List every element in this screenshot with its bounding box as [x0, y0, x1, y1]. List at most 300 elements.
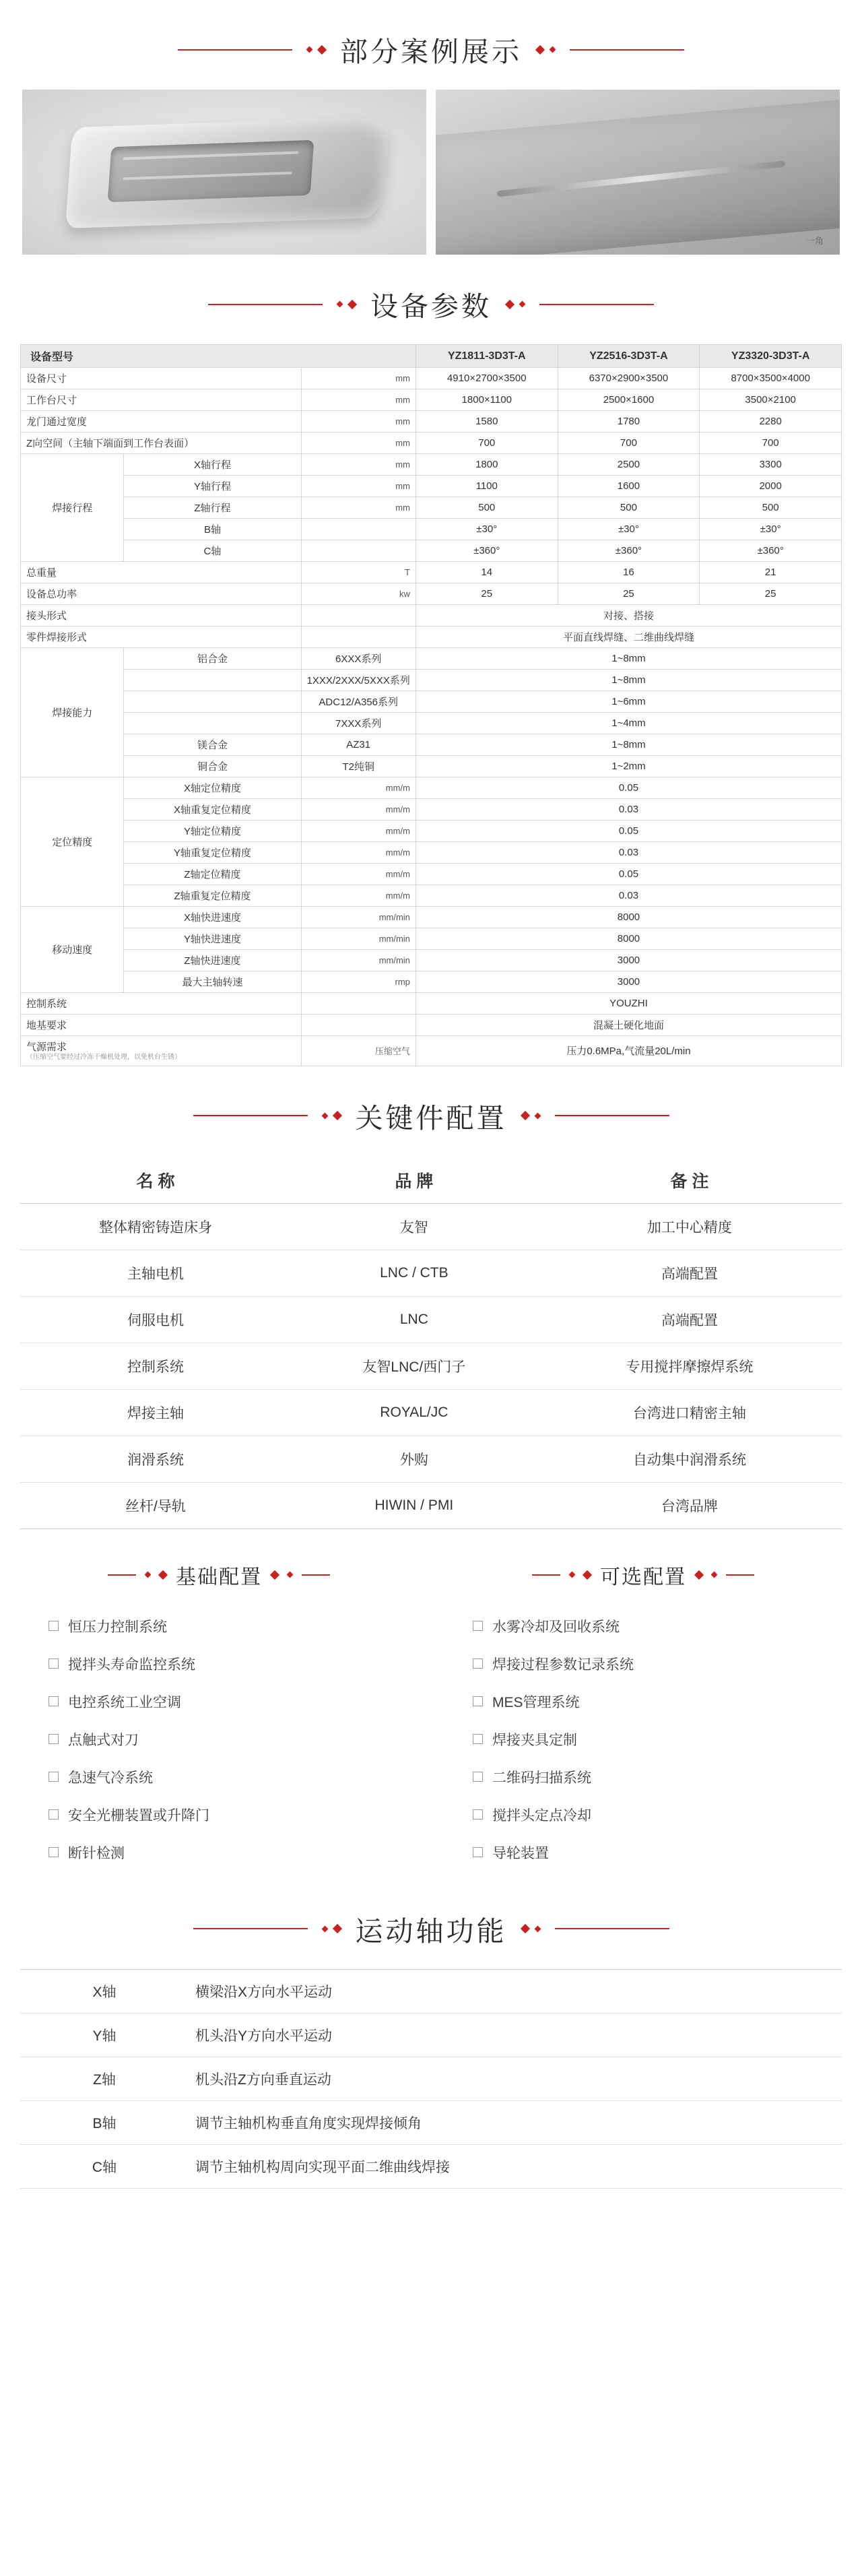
list-item[interactable]: [473, 1720, 842, 1758]
row-unit: rmp: [301, 971, 416, 993]
optional-config-list: [444, 1607, 842, 1871]
cell-name: 伺服电机: [20, 1296, 291, 1343]
cell-axis-desc: 机头沿Y方向水平运动: [189, 2013, 842, 2057]
diamond-group-left: [323, 1925, 341, 1932]
divider-left: [208, 304, 323, 305]
diamond-icon: [158, 1570, 168, 1579]
divider-right: [539, 304, 654, 305]
item-label: 安全光栅装置或升降门: [68, 1807, 209, 1824]
row-unit: [301, 519, 416, 540]
table-row: [21, 432, 842, 454]
item-label: 搅拌头寿命监控系统: [68, 1656, 195, 1673]
table-row: [20, 1436, 842, 1482]
table-row: [21, 993, 842, 1015]
table-row: [20, 1250, 842, 1296]
row-value-span: 1~4mm: [416, 713, 841, 734]
header-model-label: 设备型号: [21, 345, 416, 368]
item-label: 急速气冷系统: [68, 1770, 153, 1786]
cell-brand: 友智LNC/西门子: [291, 1343, 537, 1389]
divider-left: [178, 49, 292, 51]
axis-function-table: [20, 1969, 842, 2189]
row-label: Z轴行程: [124, 497, 301, 519]
row-value: 2280: [700, 411, 842, 432]
row-group-label: 焊接行程: [21, 454, 124, 562]
table-row: [20, 1343, 842, 1389]
checkbox-icon[interactable]: [473, 1847, 483, 1857]
row-value: 1800: [416, 454, 558, 476]
header-model-3: YZ3320-3D3T-A: [700, 345, 842, 368]
cell-name: 焊接主轴: [20, 1389, 291, 1436]
table-row: [21, 562, 842, 583]
row-unit: mm/m: [301, 777, 416, 799]
list-item[interactable]: [473, 1758, 842, 1796]
row-value: ±30°: [700, 519, 842, 540]
plate-shape: [436, 95, 840, 255]
diamond-group-right: [522, 1925, 540, 1932]
cell-brand: LNC: [291, 1296, 537, 1343]
row-value: 2500×1600: [558, 389, 700, 411]
item-label: 焊接夹具定制: [492, 1732, 577, 1748]
cell-name: 整体精密铸造床身: [20, 1203, 291, 1250]
list-item[interactable]: [473, 1834, 842, 1871]
row-label: B轴: [124, 519, 301, 540]
list-item[interactable]: [48, 1607, 418, 1645]
row-unit: mm/min: [301, 928, 416, 950]
table-row: [20, 1296, 842, 1343]
table-row: [21, 626, 842, 648]
parameter-table-wrapper: [0, 344, 862, 1066]
list-item[interactable]: [48, 1834, 418, 1871]
row-label: Z轴定位精度: [124, 864, 301, 885]
row-value-span: 1~6mm: [416, 691, 841, 713]
row-unit: kw: [301, 583, 416, 605]
section-title-key-parts: 关键件配置: [355, 1102, 507, 1134]
cell-name: 控制系统: [20, 1343, 291, 1389]
row-label: T2纯铜: [301, 756, 416, 777]
diamond-group-right: [537, 46, 555, 53]
item-label: 电控系统工业空调: [68, 1694, 181, 1710]
table-row: [21, 368, 842, 389]
axis-table-wrapper: [0, 1969, 862, 2189]
row-value-span: 8000: [416, 907, 841, 928]
table-row: [20, 2057, 842, 2100]
list-item[interactable]: [48, 1645, 418, 1683]
row-value: 25: [416, 583, 558, 605]
item-label: 水雾冷却及回收系统: [492, 1619, 620, 1635]
item-label: 二维码扫描系统: [492, 1770, 591, 1786]
checkbox-icon[interactable]: [48, 1621, 59, 1631]
diamond-icon: [550, 46, 556, 53]
table-row: [20, 1482, 842, 1528]
diamond-icon: [321, 1112, 328, 1119]
cell-brand: HIWIN / PMI: [291, 1482, 537, 1528]
row-value: 8700×3500×4000: [700, 368, 842, 389]
row-unit: mm/m: [301, 820, 416, 842]
row-value: 700: [416, 432, 558, 454]
divider-right: [570, 49, 684, 51]
row-label: 1XXX/2XXX/5XXX系列: [301, 670, 416, 691]
row-value: 25: [700, 583, 842, 605]
row-label: Z轴快进速度: [124, 950, 301, 971]
divider-right: [302, 1574, 330, 1576]
row-unit: mm/min: [301, 907, 416, 928]
row-subgroup-label: 铜合金: [124, 756, 301, 777]
section-title-optional-config: 可选配置: [600, 1566, 686, 1588]
header-model-1: YZ1811-3D3T-A: [416, 345, 558, 368]
divider-right: [555, 1115, 669, 1116]
row-label: 总重量: [21, 562, 302, 583]
table-row: [21, 971, 842, 993]
diamond-icon: [534, 1925, 541, 1932]
row-value-span: 1~8mm: [416, 734, 841, 756]
row-unit: mm/m: [301, 799, 416, 820]
divider-left: [193, 1928, 308, 1929]
section-header-cases: [0, 30, 862, 69]
checkbox-icon[interactable]: [473, 1621, 483, 1631]
divider-left: [193, 1115, 308, 1116]
table-row: [21, 928, 842, 950]
row-value-span: 0.03: [416, 799, 841, 820]
row-label: 地基要求: [21, 1015, 302, 1036]
item-label: 点触式对刀: [68, 1732, 139, 1748]
cell-axis-desc: 机头沿Z方向垂直运动: [189, 2057, 842, 2100]
diamond-icon: [306, 46, 313, 53]
table-row: [21, 1015, 842, 1036]
row-label: 控制系统: [21, 993, 302, 1015]
row-value: ±30°: [416, 519, 558, 540]
header-name: 名 称: [20, 1156, 291, 1204]
photo-caption: 一角: [805, 236, 824, 246]
row-label-with-note: [21, 1036, 302, 1066]
cell-remark: 台湾品牌: [537, 1482, 842, 1528]
diamond-icon: [317, 44, 327, 54]
diamond-icon: [534, 1112, 541, 1119]
row-label: X轴快进速度: [124, 907, 301, 928]
divider-left: [532, 1574, 560, 1576]
row-value: 16: [558, 562, 700, 583]
table-row: [21, 864, 842, 885]
table-row: [21, 777, 842, 799]
optional-config-column: [444, 1560, 842, 1871]
row-value: 500: [416, 497, 558, 519]
table-row: [21, 885, 842, 907]
diamond-icon: [332, 1111, 341, 1120]
row-value: 1580: [416, 411, 558, 432]
config-columns: [0, 1560, 862, 1871]
row-subgroup-blank: [124, 691, 301, 713]
diamond-icon: [711, 1572, 718, 1578]
key-parts-table-wrapper: [0, 1156, 862, 1529]
row-value: ±360°: [700, 540, 842, 562]
table-header-row: [20, 1156, 842, 1204]
row-label: Y轴快进速度: [124, 928, 301, 950]
checkbox-icon[interactable]: [48, 1847, 59, 1857]
section-header-key-parts: [0, 1096, 862, 1136]
row-label: 设备总功率: [21, 583, 302, 605]
diamond-icon: [520, 1111, 529, 1120]
cell-axis-name: Y轴: [20, 2013, 189, 2057]
row-unit: mm: [301, 454, 416, 476]
row-subgroup-blank: [124, 713, 301, 734]
item-label: 搅拌头定点冷却: [492, 1807, 591, 1824]
cell-remark: 专用搅拌摩擦焊系统: [537, 1343, 842, 1389]
table-row: [20, 2100, 842, 2144]
table-row: [20, 2013, 842, 2057]
diamond-icon: [694, 1570, 704, 1579]
row-label: AZ31: [301, 734, 416, 756]
divider-left: [108, 1574, 136, 1576]
checkbox-icon[interactable]: [473, 1772, 483, 1782]
row-value: 500: [558, 497, 700, 519]
row-label: ADC12/A356系列: [301, 691, 416, 713]
table-row: [21, 497, 842, 519]
row-value: 2500: [558, 454, 700, 476]
section-header-optional-config: [444, 1560, 842, 1590]
row-value: 700: [558, 432, 700, 454]
checkbox-icon[interactable]: [473, 1696, 483, 1706]
cell-brand: 外购: [291, 1436, 537, 1482]
list-item[interactable]: [48, 1720, 418, 1758]
row-group-label: 移动速度: [21, 907, 124, 993]
row-value: 3500×2100: [700, 389, 842, 411]
row-label: X轴定位精度: [124, 777, 301, 799]
row-value-span: 0.05: [416, 777, 841, 799]
row-value-span: 1~8mm: [416, 670, 841, 691]
diamond-group-left: [307, 46, 325, 53]
checkbox-icon[interactable]: [473, 1734, 483, 1744]
cell-remark: 台湾进口精密主轴: [537, 1389, 842, 1436]
cell-axis-name: B轴: [20, 2100, 189, 2144]
table-row: [21, 389, 842, 411]
product-spec-page: [0, 30, 862, 2229]
list-item[interactable]: [473, 1607, 842, 1645]
cell-axis-name: X轴: [20, 1969, 189, 2013]
row-label: Y轴定位精度: [124, 820, 301, 842]
row-value-span: 0.03: [416, 842, 841, 864]
list-item[interactable]: [473, 1645, 842, 1683]
section-title-axis: 运动轴功能: [355, 1915, 507, 1947]
table-header-row: [21, 345, 842, 368]
section-header-params: [0, 284, 862, 324]
header-model-2: YZ2516-3D3T-A: [558, 345, 700, 368]
cell-name: 丝杆/导轨: [20, 1482, 291, 1528]
row-value: 700: [700, 432, 842, 454]
table-row: [21, 583, 842, 605]
row-value: 4910×2700×3500: [416, 368, 558, 389]
checkbox-icon[interactable]: [48, 1734, 59, 1744]
item-label: 断针检测: [68, 1845, 125, 1861]
row-value-span: 3000: [416, 971, 841, 993]
diamond-group-left: [337, 301, 356, 308]
diamond-group-right: [506, 301, 525, 308]
list-item[interactable]: [48, 1683, 418, 1720]
row-value-span: 混凝土硬化地面: [416, 1015, 841, 1036]
diamond-icon: [535, 44, 545, 54]
row-label: Z轴重复定位精度: [124, 885, 301, 907]
row-unit: mm/m: [301, 842, 416, 864]
row-label: X轴行程: [124, 454, 301, 476]
cell-axis-name: C轴: [20, 2144, 189, 2188]
row-unit: T: [301, 562, 416, 583]
table-row: [21, 713, 842, 734]
diamond-group-left: [323, 1112, 341, 1119]
header-brand: 品 牌: [291, 1156, 537, 1204]
row-group-label: 焊接能力: [21, 648, 124, 777]
cell-remark: 高端配置: [537, 1250, 842, 1296]
table-row: [21, 1036, 842, 1066]
table-row: [21, 540, 842, 562]
row-value: ±360°: [558, 540, 700, 562]
diamond-icon: [321, 1925, 328, 1932]
table-row: [21, 734, 842, 756]
welded-plate-photo: [436, 90, 840, 255]
parameter-table: [20, 344, 842, 1066]
subgroup-text: 铝合金: [197, 653, 228, 665]
row-label: Z向空间（主轴下端面到工作台表面）: [21, 432, 302, 454]
item-label: 导轮装置: [492, 1845, 549, 1861]
row-subgroup-label: 镁合金: [124, 734, 301, 756]
checkbox-icon[interactable]: [473, 1659, 483, 1669]
row-unit: [301, 993, 416, 1015]
table-row: [21, 454, 842, 476]
row-label: Y轴重复定位精度: [124, 842, 301, 864]
key-parts-table: [20, 1156, 842, 1529]
row-unit: mm: [301, 497, 416, 519]
checkbox-icon[interactable]: [48, 1659, 59, 1669]
row-value: ±30°: [558, 519, 700, 540]
checkbox-icon[interactable]: [473, 1809, 483, 1820]
table-row: [20, 2144, 842, 2188]
item-label: 焊接过程参数记录系统: [492, 1656, 634, 1673]
cell-name: 主轴电机: [20, 1250, 291, 1296]
diamond-icon: [287, 1572, 294, 1578]
cell-axis-desc: 横梁沿X方向水平运动: [189, 1969, 842, 2013]
row-unit: [301, 1015, 416, 1036]
cell-remark: 自动集中润滑系统: [537, 1436, 842, 1482]
diamond-icon: [583, 1570, 592, 1579]
row-subgroup-label: [124, 648, 301, 670]
cast-housing-photo: [22, 90, 426, 255]
table-row: [21, 411, 842, 432]
row-value-span: 8000: [416, 928, 841, 950]
cell-axis-desc: 调节主轴机构周向实现平面二维曲线焊接: [189, 2144, 842, 2188]
row-value: 14: [416, 562, 558, 583]
table-row: [20, 1203, 842, 1250]
list-item[interactable]: [48, 1796, 418, 1834]
row-label: Y轴行程: [124, 476, 301, 497]
checkbox-icon[interactable]: [48, 1772, 59, 1782]
row-label: 设备尺寸: [21, 368, 302, 389]
diamond-icon: [519, 301, 526, 308]
row-value-span: YOUZHI: [416, 993, 841, 1015]
row-unit: mm/m: [301, 885, 416, 907]
section-header-axis: [0, 1909, 862, 1949]
cell-brand: LNC / CTB: [291, 1250, 537, 1296]
row-label: 7XXX系列: [301, 713, 416, 734]
cell-brand: 友智: [291, 1203, 537, 1250]
row-value-span: 1~8mm: [416, 648, 841, 670]
section-title-basic-config: 基础配置: [176, 1566, 262, 1588]
basic-config-list: [20, 1607, 418, 1871]
row-value: 1600: [558, 476, 700, 497]
row-value: 25: [558, 583, 700, 605]
table-row: [21, 691, 842, 713]
diamond-group-right: [522, 1112, 540, 1119]
row-value: 1780: [558, 411, 700, 432]
section-header-basic-config: [20, 1560, 418, 1590]
list-item[interactable]: [473, 1796, 842, 1834]
row-value: 3300: [700, 454, 842, 476]
table-row: [21, 907, 842, 928]
basic-config-column: [20, 1560, 418, 1871]
row-unit: mm: [301, 368, 416, 389]
row-value: 21: [700, 562, 842, 583]
header-remark: 备 注: [537, 1156, 842, 1204]
divider-right: [555, 1928, 669, 1929]
divider-right: [726, 1574, 754, 1576]
table-row: [21, 670, 842, 691]
list-item[interactable]: [473, 1683, 842, 1720]
row-group-label: 定位精度: [21, 777, 124, 907]
row-unit: mm: [301, 476, 416, 497]
row-value: ±360°: [416, 540, 558, 562]
table-row: [21, 950, 842, 971]
row-label: 气源需求: [26, 1041, 67, 1053]
table-row: [21, 756, 842, 777]
table-row: [20, 1969, 842, 2013]
row-value-span: 平面直线焊缝、二维曲线焊缝: [416, 626, 841, 648]
row-label: 最大主轴转速: [124, 971, 301, 993]
item-label: 恒压力控制系统: [68, 1619, 167, 1635]
housing-cavity: [108, 140, 314, 202]
checkbox-icon[interactable]: [48, 1809, 59, 1820]
table-row: [21, 519, 842, 540]
checkbox-icon[interactable]: [48, 1696, 59, 1706]
row-value-span: 对接、搭接: [416, 605, 841, 626]
row-label: X轴重复定位精度: [124, 799, 301, 820]
diamond-icon: [347, 299, 357, 309]
table-row: [21, 476, 842, 497]
row-value-span: 3000: [416, 950, 841, 971]
section-title-params: 设备参数: [370, 291, 492, 322]
row-label: 龙门通过宽度: [21, 411, 302, 432]
cell-remark: 加工中心精度: [537, 1203, 842, 1250]
row-unit: [301, 540, 416, 562]
list-item[interactable]: [48, 1758, 418, 1796]
row-label: 工作台尺寸: [21, 389, 302, 411]
row-value-span: 压力0.6MPa,气流量20L/min: [416, 1036, 841, 1066]
cell-brand: ROYAL/JC: [291, 1389, 537, 1436]
table-row: [21, 605, 842, 626]
diamond-icon: [332, 1924, 341, 1933]
row-value: 1100: [416, 476, 558, 497]
row-unit: mm: [301, 389, 416, 411]
table-row: [21, 799, 842, 820]
table-row: [21, 648, 842, 670]
row-label: 零件焊接形式: [21, 626, 302, 648]
row-value-span: 0.05: [416, 864, 841, 885]
row-subgroup-blank: [124, 670, 301, 691]
row-note: （压缩空气要经过冷冻干燥机处理，以免机台生锈）: [26, 1054, 181, 1061]
row-value: 1800×1100: [416, 389, 558, 411]
row-unit: mm: [301, 432, 416, 454]
cell-remark: 高端配置: [537, 1296, 842, 1343]
row-value: 6370×2900×3500: [558, 368, 700, 389]
row-label: 6XXX系列: [301, 648, 416, 670]
diamond-icon: [569, 1572, 576, 1578]
table-row: [20, 1389, 842, 1436]
row-unit: 压缩空气: [301, 1036, 416, 1066]
